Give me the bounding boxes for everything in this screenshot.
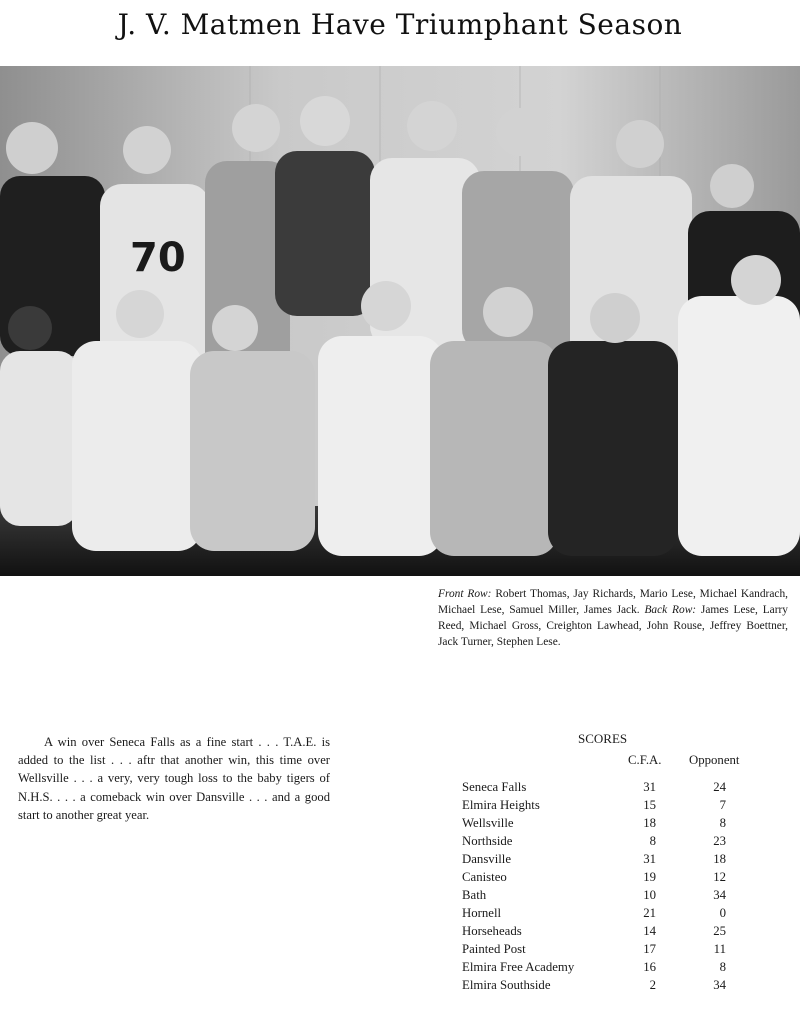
score-rows	[462, 778, 762, 994]
opponent-name: Wellsville	[462, 816, 514, 830]
cfa-score: 21	[643, 906, 656, 920]
opponent-score: 34	[713, 978, 726, 992]
opponent-score: 7	[719, 798, 726, 812]
opponent-name: Elmira Free Academy	[462, 960, 575, 974]
table-row	[462, 814, 762, 832]
table-row	[462, 886, 762, 904]
table-row	[462, 796, 762, 814]
opponent-name: Dansville	[462, 852, 512, 866]
opponent-name: Elmira Southside	[462, 978, 551, 992]
table-row	[462, 778, 762, 796]
front-row-names: Robert Thomas, Jay Richards, Mario Lese, Michael Kandrach, Michael Lese, Samuel Miller, James Jack.	[438, 588, 788, 616]
opponent-score: 25	[713, 924, 726, 938]
opponent-name: Elmira Heights	[462, 798, 540, 812]
opponent-name: Bath	[462, 888, 487, 902]
cfa-score: 31	[643, 852, 656, 866]
team-photo	[0, 66, 800, 576]
front-row-label: Front Row:	[438, 588, 492, 600]
table-row	[462, 904, 762, 922]
column-header-cfa: C.F.A.	[628, 753, 662, 767]
opponent-score: 12	[713, 870, 726, 884]
page-title: J. V. Matmen Have Triumphant Season	[117, 8, 683, 41]
opponent-name: Canisteo	[462, 870, 507, 884]
cfa-score: 14	[643, 924, 656, 938]
season-summary: A win over Seneca Falls as a fine start . . . T.A.E. is added to the list . . . aftr that another win, this time over Wellsville . . . a very, very tough loss to the baby tigers of N.H.S. . . . a comeback win over Dansville . . . and a good start to another great year.	[18, 735, 330, 822]
table-row	[462, 832, 762, 850]
cfa-score: 19	[643, 870, 656, 884]
cfa-score: 10	[643, 888, 656, 902]
cfa-score: 2	[649, 978, 656, 992]
opponent-score: 8	[719, 816, 726, 830]
back-row-names: James Lese, Larry Reed, Michael Gross, Creighton Lawhead, John Rouse, Jeffrey Boettner, Jack Turner, Stephen Lese.	[438, 604, 788, 648]
table-row	[462, 922, 762, 940]
opponent-score: 34	[713, 888, 726, 902]
table-row	[462, 850, 762, 868]
svg-text:70: 70	[130, 235, 186, 281]
cfa-score: 15	[643, 798, 656, 812]
cfa-score: 17	[643, 942, 656, 956]
table-row	[462, 958, 762, 976]
opponent-score: 0	[719, 906, 726, 920]
photo-caption	[438, 586, 788, 650]
table-row	[462, 868, 762, 886]
opponent-score: 24	[713, 780, 726, 794]
table-row	[462, 976, 762, 994]
opponent-name: Horseheads	[462, 924, 522, 938]
opponent-name: Seneca Falls	[462, 780, 527, 794]
team-photo-image	[0, 66, 800, 576]
column-header-opponent: Opponent	[689, 753, 740, 767]
cfa-score: 18	[643, 816, 656, 830]
back-row-label: Back Row:	[644, 604, 697, 616]
cfa-score: 31	[643, 780, 656, 794]
opponent-name: Northside	[462, 834, 513, 848]
opponent-name: Painted Post	[462, 942, 526, 956]
cfa-score: 16	[643, 960, 656, 974]
opponent-score: 8	[719, 960, 726, 974]
cfa-score: 8	[649, 834, 656, 848]
opponent-score: 23	[713, 834, 726, 848]
opponent-score: 18	[713, 852, 726, 866]
opponent-score: 11	[713, 942, 726, 956]
table-row	[462, 940, 762, 958]
scores-title: SCORES	[578, 731, 628, 746]
opponent-name: Hornell	[462, 906, 502, 920]
